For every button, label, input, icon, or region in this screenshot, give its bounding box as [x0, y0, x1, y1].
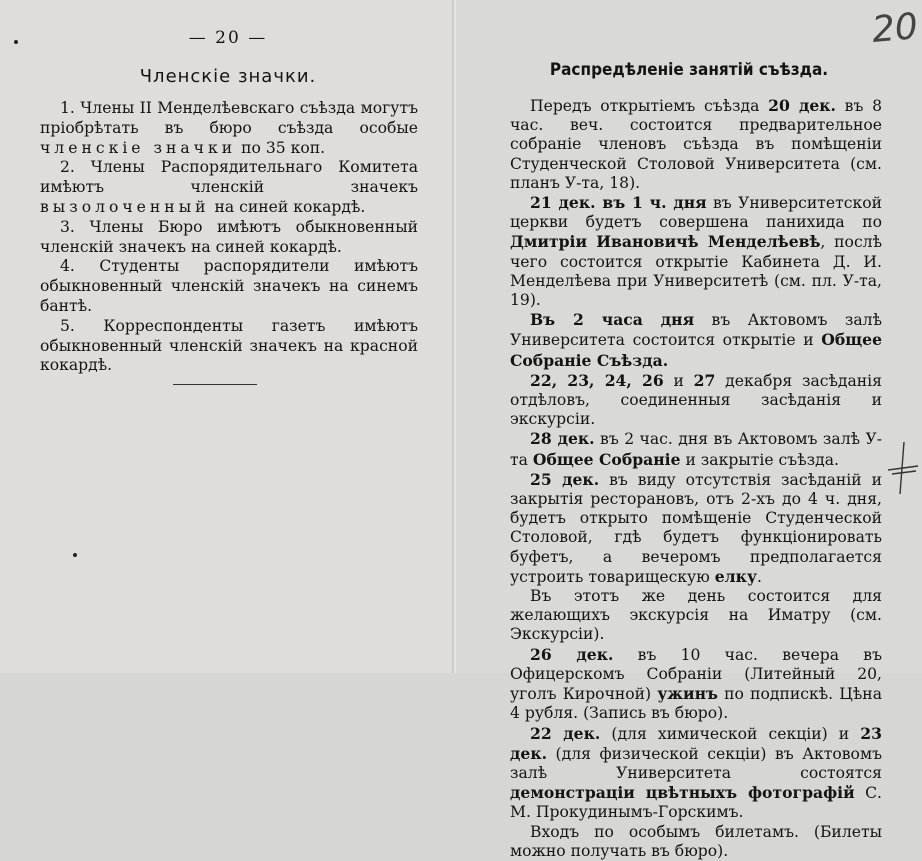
- paragraph: 26 дек. въ 10 час. вечера въ Офицерскомъ Собраніи (Литейный 20, уголъ Кирочной) ужинъ по подпискѣ. Цѣна 4 рубля. (Запись въ бюро).: [510, 644, 882, 723]
- member-badges-text: [40, 99, 418, 376]
- paragraph: Входъ по особымъ билетамъ. (Билеты можно получать въ бюро).: [510, 822, 882, 860]
- paragraph: Въ этотъ же день состоится для желающихъ экскурсія на Иматру (см. Экскурсіи).: [510, 587, 882, 644]
- paragraph: 3. Члены Бюро имѣютъ обыкновенный членскій значекъ на синей кокардѣ.: [40, 217, 418, 256]
- section-title: Членскіе значки.: [139, 66, 317, 87]
- paragraph: 4. Студенты распорядители имѣютъ обыкновенный членскій значекъ на синемъ бантѣ.: [40, 257, 418, 315]
- page-number: — 20 —: [188, 28, 268, 48]
- paragraph: 5. Корреспонденты газетъ имѣютъ обыкновенный членскій значекъ на красной кокардѣ.: [40, 316, 418, 375]
- paragraph: Передъ открытіемъ съѣзда 20 дек. въ 8 час. веч. состоится предварительное собраніе членовъ съѣзда въ помѣщеніи Студенческой Столовой Университета (см. планъ У-та, 18).: [510, 96, 882, 192]
- left-page: [0, 0, 456, 673]
- divider: [173, 384, 257, 385]
- schedule-text: [510, 96, 882, 861]
- paragraph: 1. Члены II Менделѣевскаго съѣзда могутъ пріобрѣтать въ бюро съѣзда особые членскіе значки по 35 коп.: [40, 99, 418, 157]
- right-page: [456, 0, 922, 860]
- paragraph: 22 дек. (для химической секціи) и 23 дек. (для физической секціи) въ Актовомъ залѣ Университета состоятся демонстраціи цвѣтныхъ фотографій С. М. Прокудинымъ-Горскимъ.: [510, 723, 882, 822]
- paragraph: 21 дек. въ 1 ч. дня въ Университетской церкви будетъ совершена панихида по Дмитріи Ивановичѣ Менделѣевѣ, послѣ чего состоится открытіе Кабинета Д. И. Менделѣева при Университетѣ (см. пл. У-та, 19).: [510, 193, 882, 310]
- paragraph: Въ 2 часа дня въ Актовомъ залѣ Университета состоится открытіе и Общее Собраніе Съѣзда.: [510, 310, 882, 370]
- paragraph: 22, 23, 24, 26 и 27 декабря засѣданія отдѣловъ, соединенныя засѣданія и экскурсіи.: [510, 370, 883, 429]
- paragraph: 2. Члены Распорядительнаго Комитета имѣютъ членскій значекъ вызолоченный на синей кокардѣ.: [40, 158, 418, 216]
- section-title: Распредѣленіе занятій съѣзда.: [549, 60, 829, 80]
- ink-spot: [73, 553, 77, 557]
- handwritten-page-number: 20: [870, 6, 920, 51]
- ink-spot: [14, 40, 18, 44]
- paragraph: 28 дек. въ 2 час. дня въ Актовомъ залѣ У-та Общее Собраніе и закрытіе съѣзда.: [510, 429, 883, 469]
- paragraph: 25 дек. въ виду отсутствія засѣданій и закрытія ресторановъ, отъ 2-хъ до 4 ч. дня, будетъ открыто помѣщеніе Студенческой Столовой, гдѣ будетъ функціонировать буфетъ, а вечеромъ предполагается устроить товарищескую елку.: [510, 469, 882, 586]
- pencil-mark-icon: [884, 440, 920, 496]
